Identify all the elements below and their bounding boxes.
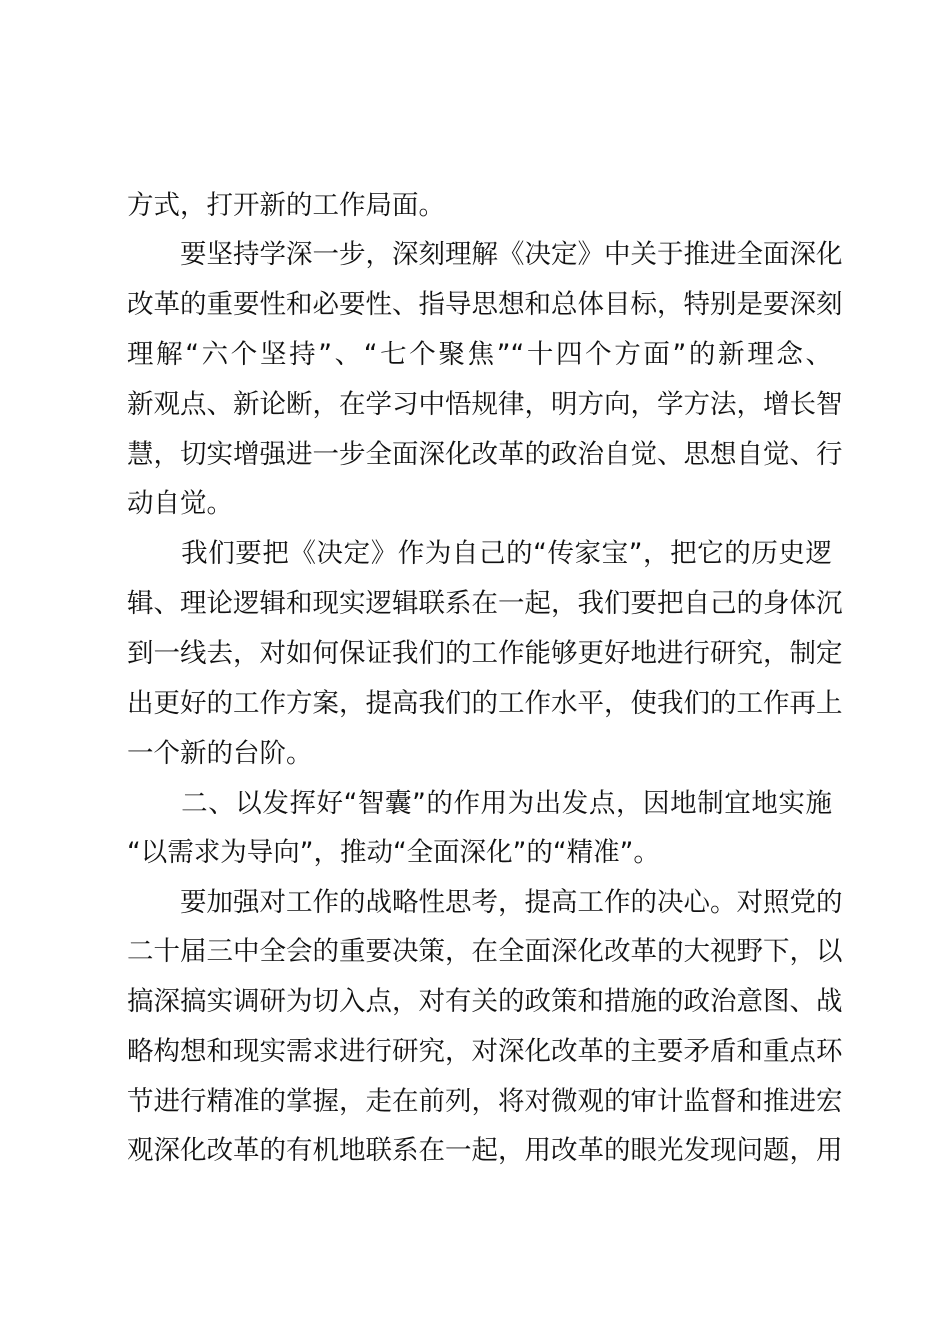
text-line: “以需求为导向”，推动“全面深化”的“精准”。	[127, 837, 660, 868]
text-line: 新观点、新论断，在学习中悟规律，明方向，学方法，增长智	[127, 389, 843, 420]
text-line: 观深化改革的有机地联系在一起，用改革的眼光发现问题，用	[127, 1135, 843, 1166]
text-line: 二、以发挥好“智囊”的作用为出发点，因地制宜地实施	[127, 788, 832, 819]
text-line: 我们要把《决定》作为自己的“传家宝”，把它的历史逻	[127, 538, 832, 569]
text-line: 慧，切实增强进一步全面深化改革的政治自觉、思想自觉、行	[127, 439, 843, 470]
text-line: 略构想和现实需求进行研究，对深化改革的主要矛盾和重点环	[127, 1036, 843, 1067]
text-line: 到一线去，对如何保证我们的工作能够更好地进行研究，制定	[127, 638, 843, 669]
text-line: 理解“六个坚持”、“七个聚焦”“十四个方面”的新理念、	[127, 339, 832, 370]
text-line: 动自觉。	[127, 488, 233, 519]
text-line: 一个新的台阶。	[127, 738, 313, 769]
text-line: 二十届三中全会的重要决策，在全面深化改革的大视野下，以	[127, 936, 843, 967]
text-line: 方式，打开新的工作局面。	[127, 190, 445, 221]
text-line: 出更好的工作方案，提高我们的工作水平，使我们的工作再上	[127, 688, 843, 719]
text-line: 要加强对工作的战略性思考，提高工作的决心。对照党的	[127, 887, 843, 918]
text-line: 改革的重要性和必要性、指导思想和总体目标，特别是要深刻	[127, 289, 843, 320]
text-line: 搞深搞实调研为切入点，对有关的政策和措施的政治意图、战	[127, 986, 843, 1017]
text-line: 要坚持学深一步，深刻理解《决定》中关于推进全面深化	[127, 239, 843, 270]
text-line: 节进行精准的掌握，走在前列，将对微观的审计监督和推进宏	[127, 1086, 843, 1117]
text-line: 辑、理论逻辑和现实逻辑联系在一起，我们要把自己的身体沉	[127, 588, 843, 619]
